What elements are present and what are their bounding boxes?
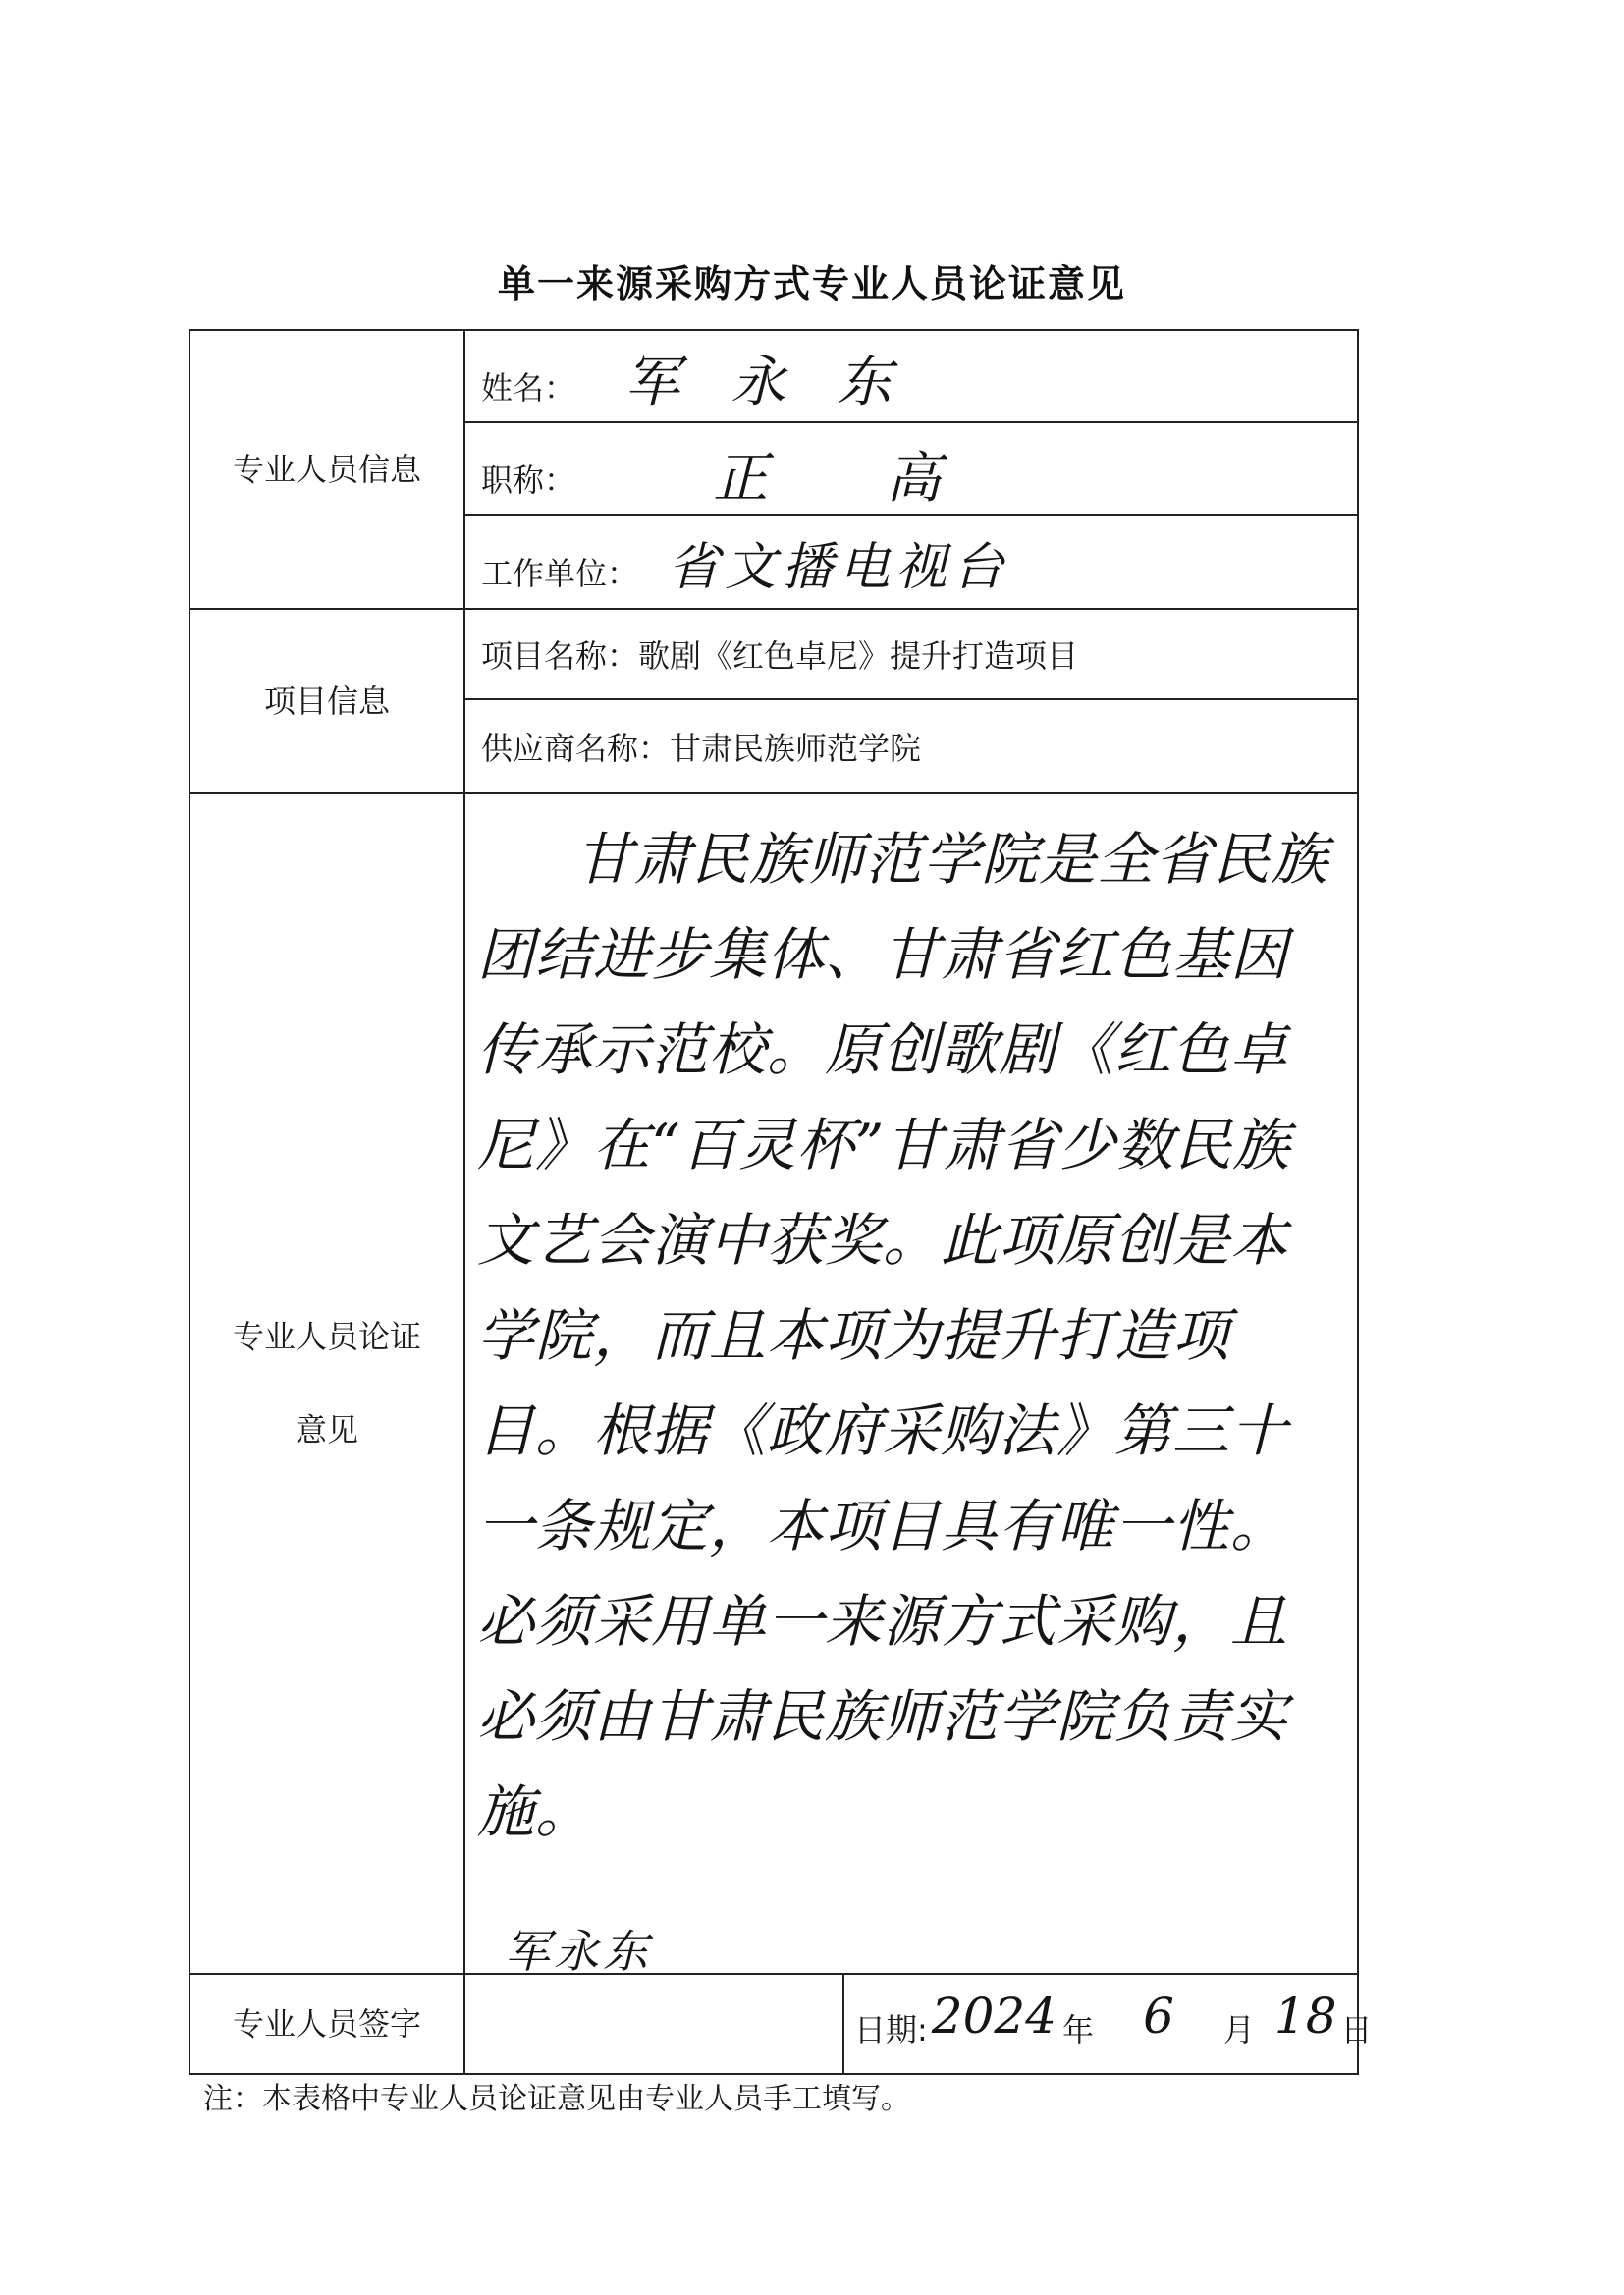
project-info-label: 项目信息	[189, 609, 464, 793]
footnote: 注：本表格中专业人员论证意见由专业人员手工填写。	[203, 2082, 910, 2116]
opinion-row	[189, 793, 1358, 1974]
date-cell	[843, 1974, 1373, 2074]
opinion-label	[189, 793, 464, 1974]
signature-label: 专业人员签字	[189, 1974, 464, 2074]
handwritten-signature: 军永东	[505, 1925, 652, 1978]
title-cell	[464, 422, 1358, 515]
opinion-handwritten-text: 甘肃民族师范学院是全省民族团结进步集体、甘肃省红色基因传承示范校。原创歌剧《红色卓尼》在“百灵杯”甘肃省少数民族文艺会演中获奖。此项原创是本学院，而且本项为提升打造项目。根据《政府采购法》第三十一条规定，本项目具有唯一性。必须采用单一来源方式采购，且必须由甘肃民族师范学院负责实施。	[477, 826, 1329, 1845]
date-year-value: 2024	[931, 1988, 1057, 2045]
title-handwritten-value: 正高	[713, 447, 1059, 511]
supplier-name-label: 供应商名称：	[481, 730, 671, 767]
title-label: 职称：	[481, 462, 576, 499]
unit-cell	[464, 515, 1358, 609]
date-day-value: 18	[1273, 1988, 1337, 2045]
signature-row	[189, 1974, 1358, 2074]
date-month-unit: 月	[1222, 2011, 1255, 2049]
project-name-label: 项目名称：	[481, 637, 639, 675]
signature-cell	[464, 1925, 843, 2074]
document-title: 单一来源采购方式专业人员论证意见	[497, 261, 1126, 305]
opinion-label-line2: 意见	[295, 1411, 358, 1448]
opinion-area	[465, 794, 1357, 1973]
date-line	[844, 1988, 1373, 2052]
project-cell	[464, 609, 1358, 699]
name-cell	[464, 330, 1358, 422]
supplier-cell	[464, 699, 1358, 793]
project-name-value: 歌剧《红色卓尼》提升打造项目	[638, 637, 1079, 675]
name-label: 姓名：	[481, 369, 576, 407]
unit-label: 工作单位：	[481, 554, 639, 592]
unit-handwritten-value: 省文播电视台	[668, 537, 1010, 597]
date-month-value: 6	[1143, 1988, 1174, 2045]
supplier-name-value: 甘肃民族师范学院	[670, 730, 922, 767]
name-handwritten-value: 军永东	[624, 351, 944, 414]
project-row	[189, 609, 1358, 699]
expert-info-label: 专业人员信息	[189, 330, 464, 609]
name-row	[189, 330, 1358, 422]
date-year-unit: 年	[1062, 2011, 1095, 2049]
date-day-unit: 日	[1340, 2011, 1373, 2049]
date-label: 日期:	[854, 2011, 928, 2049]
opinion-cell	[464, 793, 1358, 1974]
demonstration-form	[189, 329, 1373, 2075]
opinion-label-line1: 专业人员论证	[232, 1318, 421, 1356]
